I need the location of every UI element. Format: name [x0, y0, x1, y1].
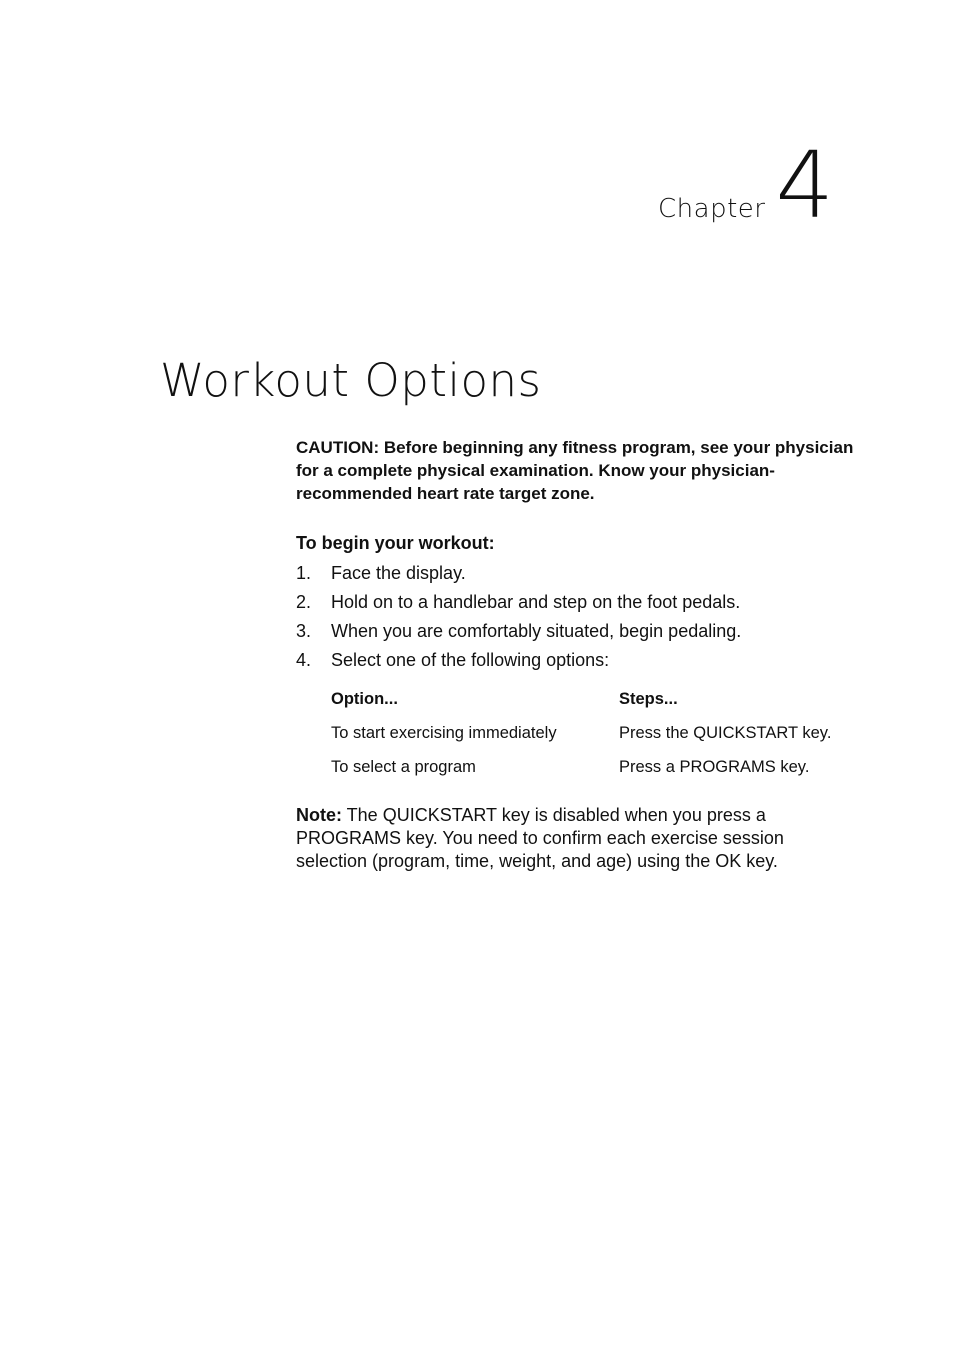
steps-cell: Press the QUICKSTART key.: [619, 723, 832, 742]
step-item: [296, 590, 856, 614]
step-number: 3.: [296, 621, 312, 641]
step-number: 2.: [296, 592, 312, 612]
step-number: 1.: [296, 563, 312, 583]
step-text: When you are comfortably situated, begin pedaling.: [331, 621, 742, 641]
option-cell: To start exercising immediately: [331, 723, 557, 742]
step-item: [296, 648, 856, 672]
chapter-header: [658, 132, 834, 239]
caution-notice: CAUTION: Before beginning any fitness program, see your physician for a complete physical examination. Know your physician-recommended heart rate target zone.: [296, 438, 854, 503]
steps-cell: Press a PROGRAMS key.: [619, 757, 810, 776]
step-item: [296, 561, 856, 585]
table-header-row: [331, 682, 831, 716]
option-column-header: Option...: [331, 689, 398, 708]
note-text: The QUICKSTART key is disabled when you press a PROGRAMS key. You need to confirm each exercise session selection (program, time, weight, and age) using the OK key.: [296, 805, 784, 871]
note-label: Note:: [296, 805, 342, 825]
page-title: Workout Options: [160, 354, 542, 407]
chapter-label: Chapter: [658, 194, 766, 224]
option-cell: To select a program: [331, 757, 476, 776]
table-row: [331, 716, 831, 750]
step-text: Select one of the following options:: [331, 650, 610, 670]
step-item: [296, 619, 856, 643]
begin-workout-heading: To begin your workout:: [296, 533, 495, 553]
main-content: [296, 436, 856, 891]
step-text: Hold on to a handlebar and step on the foot pedals.: [331, 592, 741, 612]
options-table: [331, 682, 831, 784]
steps-list: [296, 561, 856, 672]
step-number: 4.: [296, 650, 312, 670]
note-paragraph: [296, 804, 856, 873]
chapter-number: 4: [775, 132, 834, 239]
table-row: [331, 750, 831, 784]
steps-column-header: Steps...: [619, 689, 678, 708]
step-text: Face the display.: [331, 563, 466, 583]
